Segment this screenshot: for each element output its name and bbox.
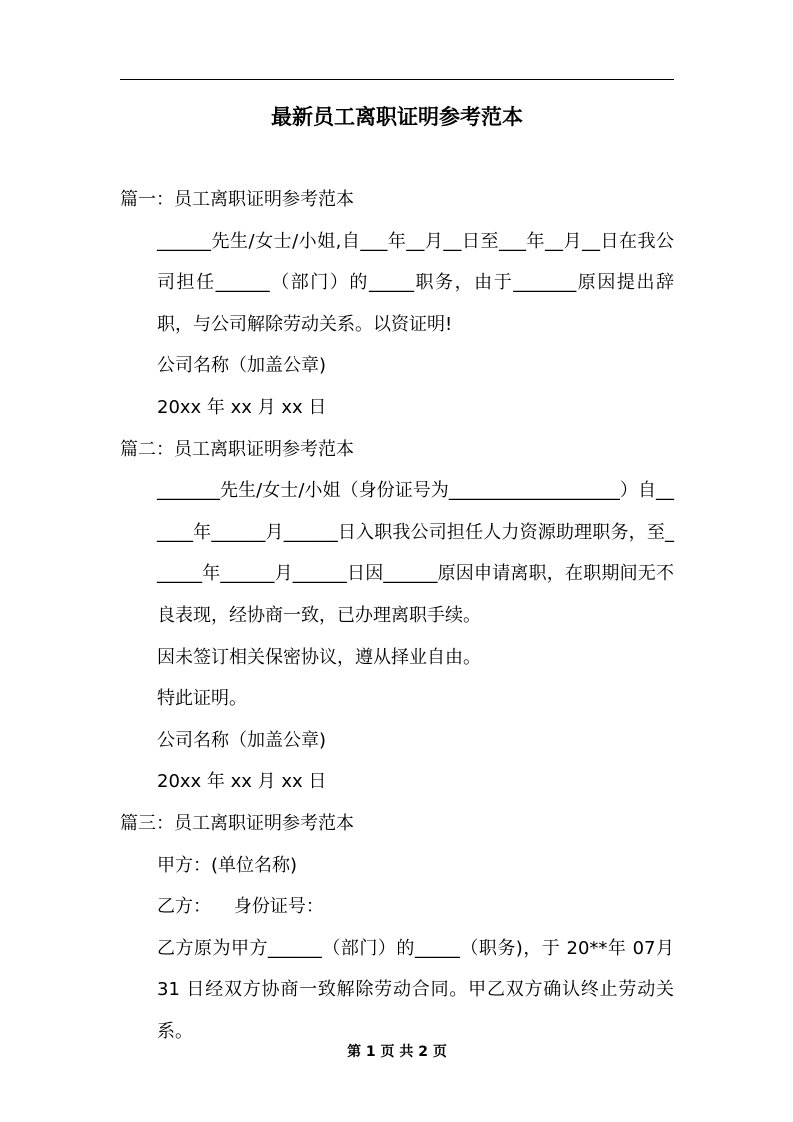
page-number: 第 1 页 共 2 页: [347, 1044, 447, 1060]
paragraph-1-certificate: ______先生/女士/小姐,自___年__月__日至___年__月__日在我公司担任______（部门）的_____职务，由于_______原因提出辞职，与公司解除劳动关系。以资证明!: [157, 230, 674, 335]
section-heading-2: 篇二：员工离职证明参考范本: [120, 438, 354, 460]
paragraph-2-hereby: 特此证明。: [157, 688, 247, 710]
document-body: [120, 179, 674, 1052]
paragraph-2-certificate: _______先生/女士/小姐（身份证号为___________________）自______年______月______日入职我公司担任人力资源助理职务，至______年______月______日因______原因申请离职，在职期间无不良表现，经协商一致，已办理离职手续。: [157, 480, 674, 626]
company-name-line-2: 公司名称（加盖公章): [157, 729, 327, 751]
company-name-line-1: 公司名称（加盖公章): [157, 355, 327, 377]
header-rule: [120, 79, 674, 80]
party-b-line: 乙方： 身份证号：: [157, 896, 324, 918]
party-a-line: 甲方：(单位名称): [157, 854, 298, 876]
section-heading-1: 篇一：员工离职证明参考范本: [120, 189, 354, 210]
document-title: 最新员工离职证明参考范本: [271, 105, 523, 129]
date-line-1: 20xx 年 xx 月 xx 日: [157, 396, 327, 418]
section-heading-3: 篇三：员工离职证明参考范本: [120, 812, 354, 834]
paragraph-3-contract: 乙方原为甲方______（部门）的_____（职务)，于 20**年 07月 31 日经双方协商一致解除劳动合同。甲乙双方确认终止劳动关系。: [157, 937, 674, 1042]
paragraph-2-confidentiality: 因未签订相关保密协议，遵从择业自由。: [157, 646, 481, 668]
date-line-2: 20xx 年 xx 月 xx 日: [157, 771, 327, 793]
